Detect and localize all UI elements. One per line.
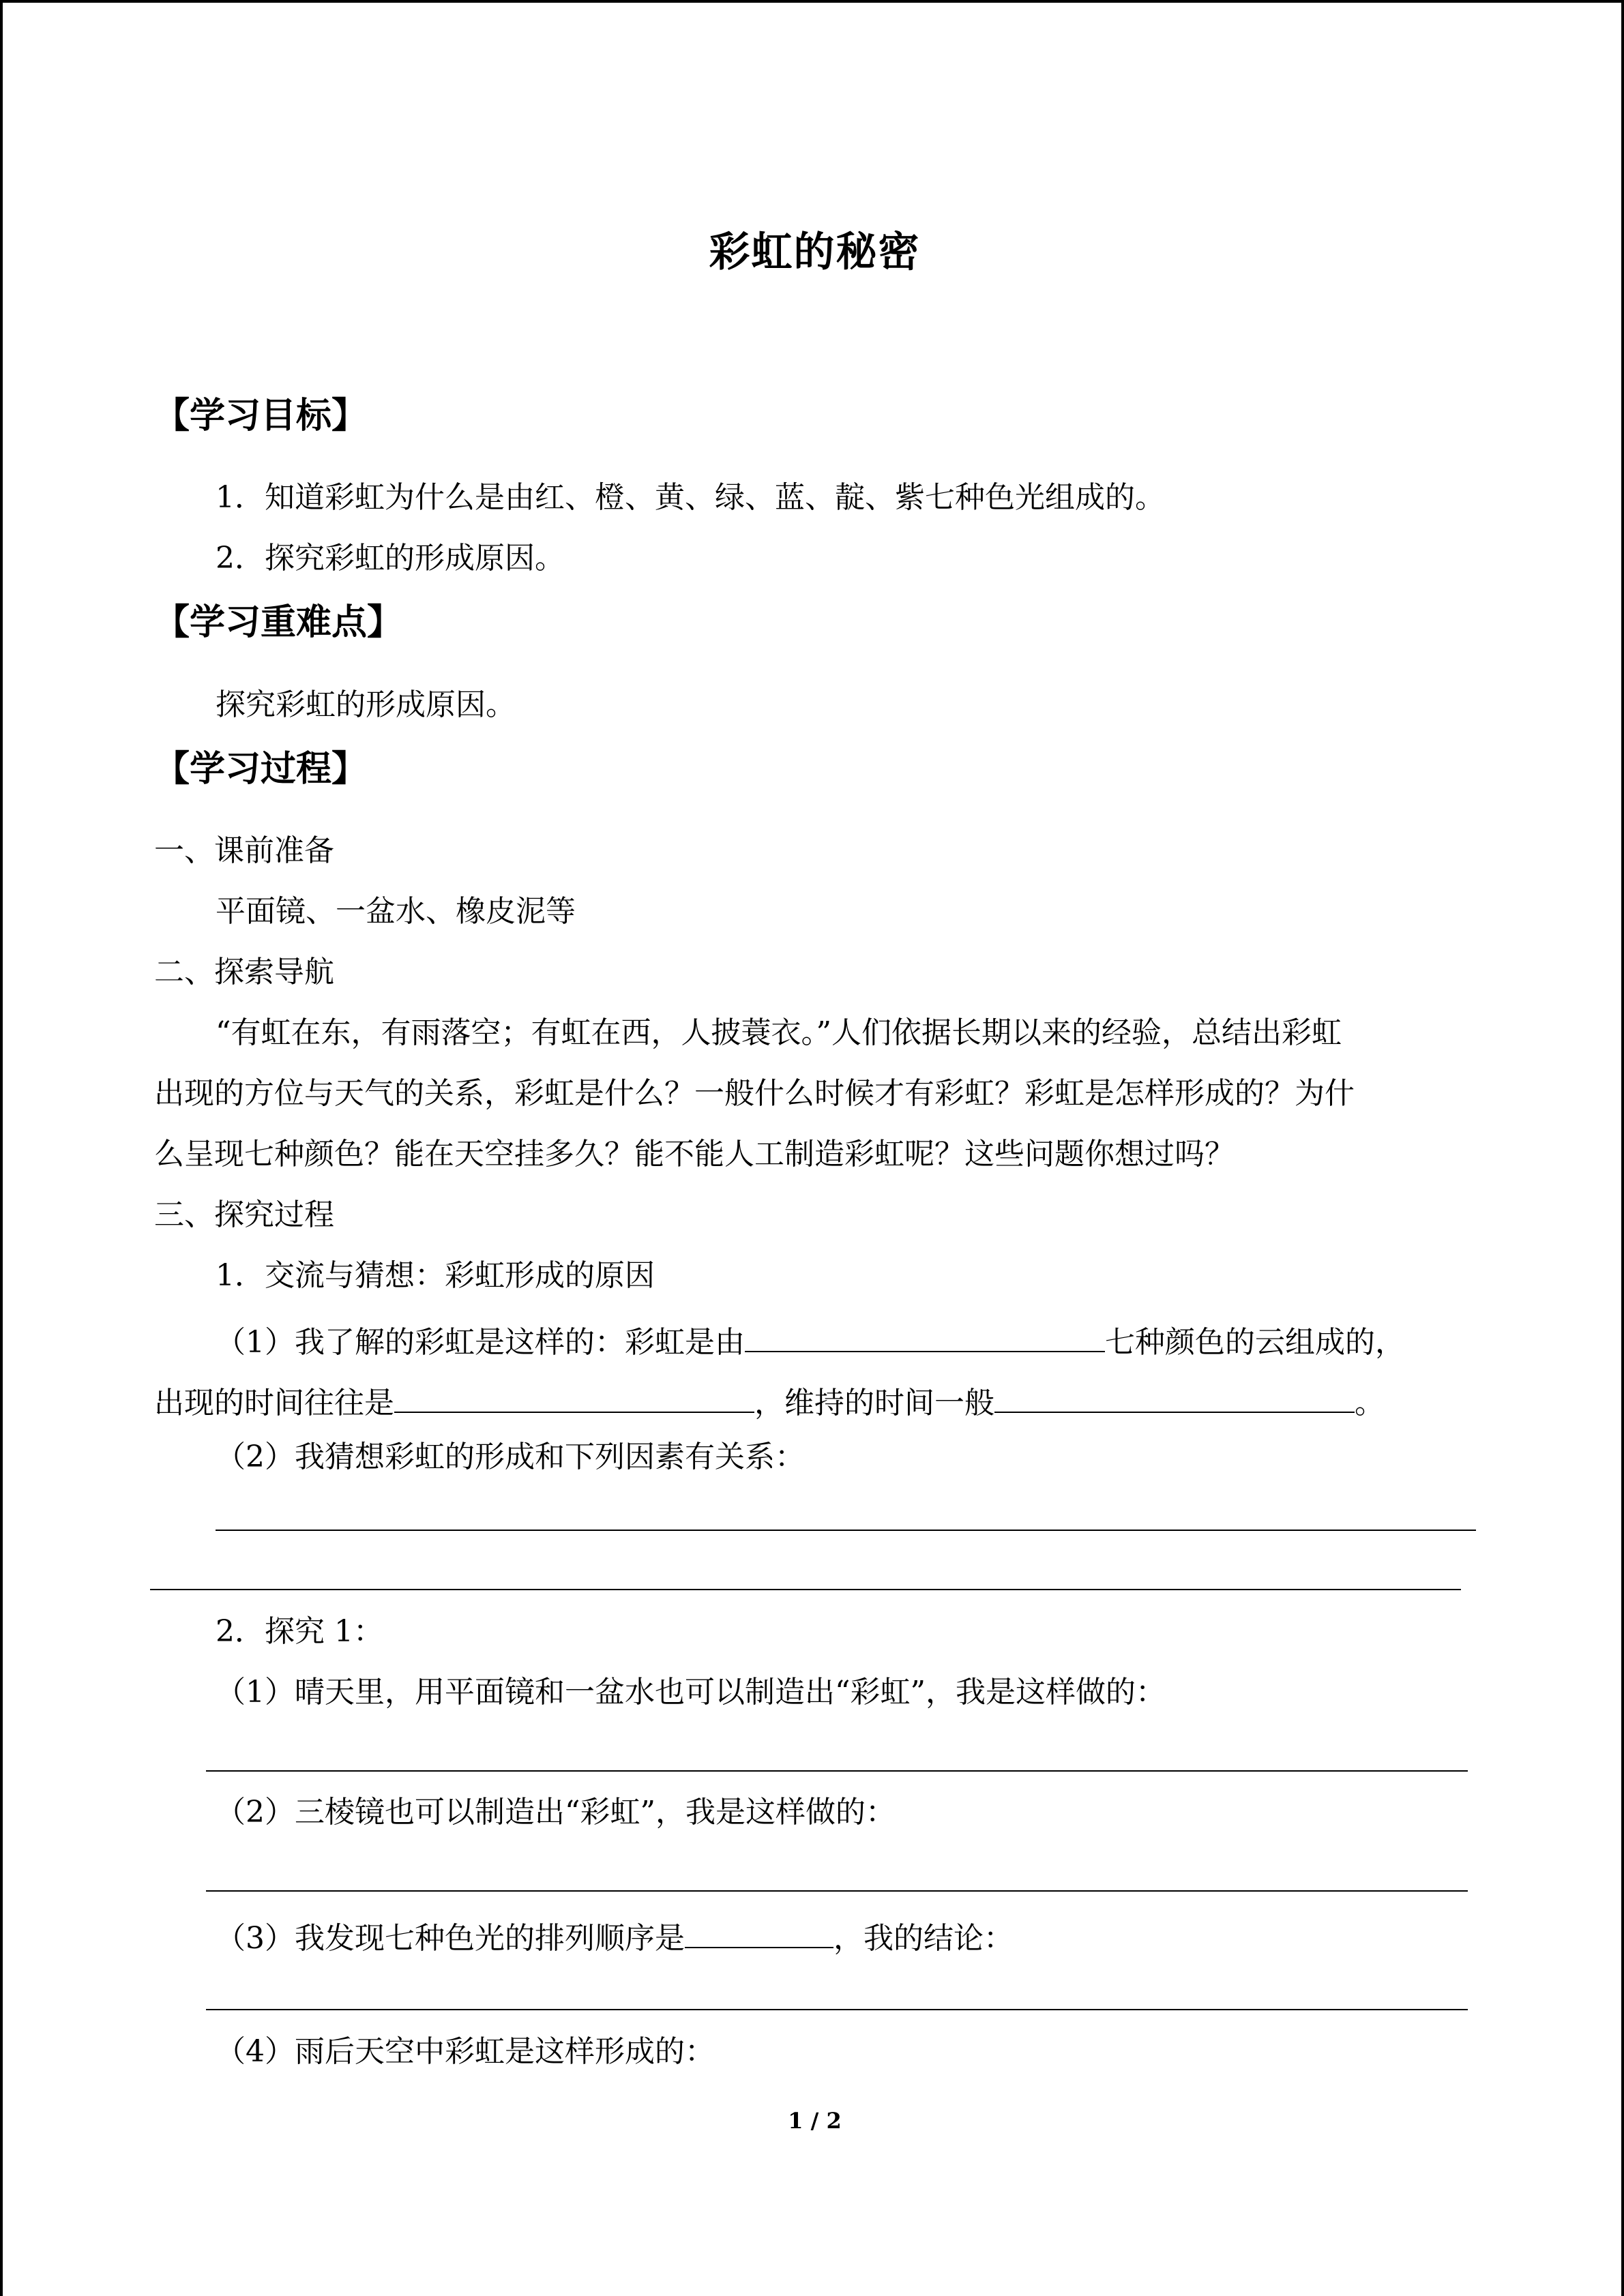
page-number: 1 / 2 xyxy=(788,2108,842,2134)
question-1-text-c: 出现的时间往往是 xyxy=(154,1386,394,1420)
nav-paragraph-line-1: “有虹在东，有雨落空；有虹在西，人披蓑衣。”人们依据长期以来的经验，总结出彩虹 xyxy=(216,1015,1342,1050)
nav-heading: 二、探索导航 xyxy=(154,955,334,989)
question-1-text-a: （1）我了解的彩虹是这样的：彩虹是由 xyxy=(216,1325,745,1360)
process-heading: 【学习过程】 xyxy=(154,748,368,790)
question-1-line-1 xyxy=(216,1321,1405,1358)
nav-paragraph-line-2: 出现的方位与天气的关系，彩虹是什么？一般什么时候才有彩虹？彩虹是怎样形成的？为什 xyxy=(154,1076,1355,1111)
explore-question-1: （1）晴天里，用平面镜和一盆水也可以制造出“彩虹”，我是这样做的： xyxy=(216,1675,1166,1710)
prep-text: 平面镜、一盆水、橡皮泥等 xyxy=(216,894,576,929)
explore-question-4: （4）雨后天空中彩虹是这样形成的： xyxy=(216,2034,715,2069)
step-1-heading: 1．交流与猜想：彩虹形成的原因 xyxy=(216,1258,655,1293)
answer-line-factors-2[interactable] xyxy=(150,1589,1461,1590)
key-points-text: 探究彩虹的形成原因。 xyxy=(216,687,516,722)
answer-line-explore-3[interactable] xyxy=(206,2009,1468,2010)
answer-blank-time[interactable] xyxy=(394,1382,754,1413)
explore-question-3-text-a: （3）我发现七种色光的排列顺序是 xyxy=(216,1921,685,1956)
question-1-line-2 xyxy=(154,1382,1385,1418)
answer-line-explore-1[interactable] xyxy=(206,1770,1468,1772)
answer-blank-duration[interactable] xyxy=(994,1382,1355,1413)
question-2: （2）我猜想彩虹的形成和下列因素有关系： xyxy=(216,1440,805,1474)
prep-heading: 一、课前准备 xyxy=(154,833,334,868)
explore-question-2: （2）三棱镜也可以制造出“彩虹”，我是这样做的： xyxy=(216,1795,896,1830)
explore-heading: 三、探究过程 xyxy=(154,1197,334,1232)
step-2-heading: 2．探究 1： xyxy=(216,1614,383,1649)
answer-line-factors-1[interactable] xyxy=(216,1530,1476,1531)
objectives-heading: 【学习目标】 xyxy=(154,395,368,436)
answer-line-explore-2[interactable] xyxy=(206,1890,1468,1892)
explore-question-3 xyxy=(216,1917,1014,1954)
objective-item-1: 1．知道彩虹为什么是由红、橙、黄、绿、蓝、靛、紫七种色光组成的。 xyxy=(216,480,1165,515)
objective-item-2: 2．探究彩虹的形成原因。 xyxy=(216,541,565,576)
document-title: 彩虹的秘密 xyxy=(709,228,921,276)
question-1-text-d: ，维持的时间一般 xyxy=(754,1386,994,1420)
key-points-heading: 【学习重难点】 xyxy=(154,601,403,643)
answer-blank-order[interactable] xyxy=(685,1917,833,1948)
question-1-text-b: 七种颜色的云组成的， xyxy=(1105,1325,1405,1360)
explore-question-3-text-b: ，我的结论： xyxy=(833,1921,1014,1956)
question-1-text-e: 。 xyxy=(1355,1386,1385,1420)
nav-paragraph-line-3: 么呈现七种颜色？能在天空挂多久？能不能人工制造彩虹呢？这些问题你想过吗？ xyxy=(154,1137,1235,1172)
answer-blank-colors[interactable] xyxy=(745,1321,1105,1352)
